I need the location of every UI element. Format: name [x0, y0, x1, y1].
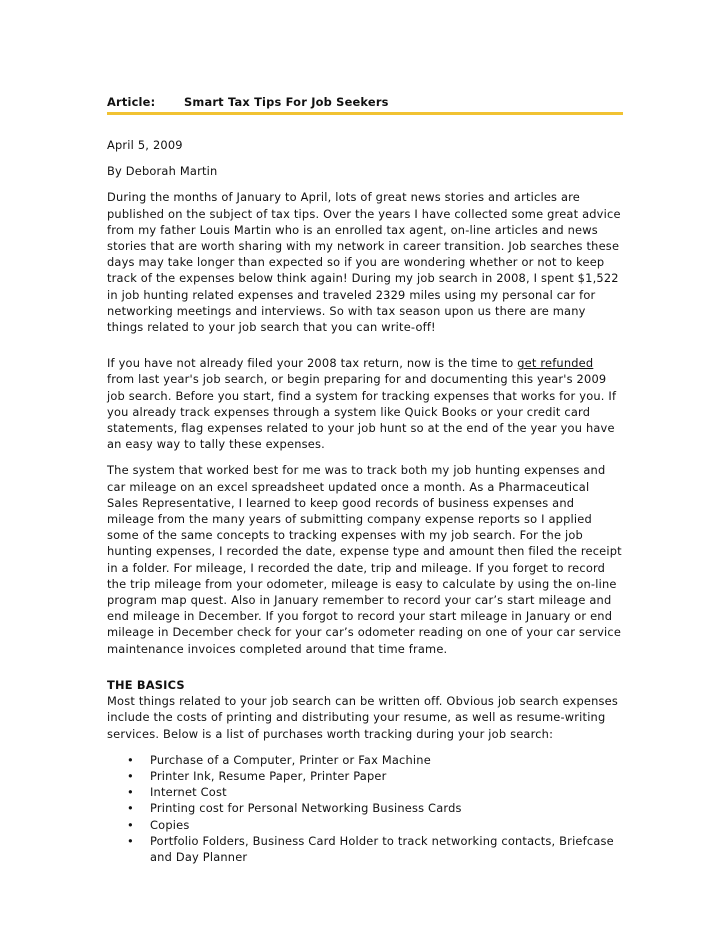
list-item: • Internet Cost [107, 784, 623, 800]
list-item: • Purchase of a Computer, Printer or Fax Machine [107, 752, 623, 768]
document-page [107, 90, 623, 865]
article-date: April 5, 2009 [107, 138, 183, 152]
section-heading-basics: THE BASICS [107, 677, 185, 692]
expense-list [107, 752, 623, 865]
list-item: • Printing cost for Personal Networking Business Cards [107, 800, 623, 816]
header-divider [107, 112, 623, 115]
paragraph-system: The system that worked best for me was to track both my job hunting expenses and car mileage on an excel spreadsheet updated once a month. As a Pharmaceutical Sales Representative, I learned to keep good records of business expenses and mileage from the many years of submitting company expense reports so I applied some of the same concepts to tracking expenses with my job search. For the job hunting expenses, I recorded the date, expense type and amount then filed the receipt in a folder. For mileage, I recorded the date, trip and mileage. If you forget to record the trip mileage from your odometer, mileage is easy to calculate by using the on-line program map quest. Also in January remember to record your car’s start mileage and end mileage in December. If you forgot to record your start mileage in January or end mileage in December check for your car’s odometer reading on one of your car service maintenance invoices completed around that time frame. [107, 463, 622, 656]
paragraph-refund-start: If you have not already filed your 2008 tax return, now is the time to [107, 356, 518, 371]
paragraph-refund [107, 355, 623, 452]
article-label: Article: [107, 94, 156, 109]
basics-intro: Most things related to your job search can be written off. Obvious job search expenses include the costs of printing and distributing your resume, as well as resume-writing services. Below is a list of purchases worth tracking during your job search: [107, 694, 618, 741]
article-header [107, 90, 623, 110]
list-item: • Printer Ink, Resume Paper, Printer Paper [107, 768, 623, 784]
list-item: • Copies [107, 817, 623, 833]
get-refunded-link[interactable]: get refunded [517, 356, 594, 371]
article-byline: By Deborah Martin [107, 164, 218, 179]
paragraph-refund-end: from last year's job search, or begin preparing for and documenting this year's 2009 job search. Before you start, find a system for tracking expenses that works for you. If you already track expenses through a system like Quick Books or your credit card statements, flag expenses related to your job hunt so at the end of the year you have an easy way to tally these expenses. [107, 372, 617, 452]
list-item: • Portfolio Folders, Business Card Holder to track networking contacts, Briefcase and Day Planner [107, 833, 623, 865]
paragraph-intro: During the months of January to April, lots of great news stories and articles are published on the subject of tax tips. Over the years I have collected some great advice from my father Louis Martin who is an enrolled tax agent, on-line articles and news stories that are worth sharing with my network in career transition. Job searches these days may take longer than expected so if you are wondering whether or not to keep track of the expenses below think again! During my job search in 2008, I spent $1,522 in job hunting related expenses and traveled 2329 miles using my personal car for networking meetings and interviews. So with tax season upon us there are many things related to your job search that you can write-off! [107, 190, 621, 335]
article-title: Smart Tax Tips For Job Seekers [184, 94, 389, 109]
